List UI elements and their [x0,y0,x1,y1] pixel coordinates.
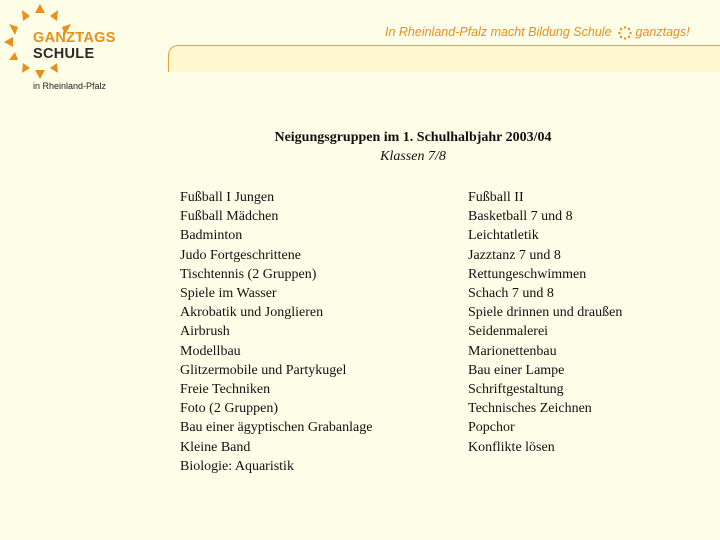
activity-item: Freie Techniken [180,382,271,398]
activity-item: Kleine Band [180,439,251,455]
activity-item: Marionettenbau [468,343,557,359]
activity-item: Fußball II [468,190,524,205]
header-slogan [385,25,690,40]
activity-item: Biologie: Aquaristik [180,458,294,474]
activity-item: Schriftgestaltung [468,382,564,398]
activity-item: Akrobatik und Jonglieren [180,305,324,321]
activity-item: Seidenmalerei [468,324,549,340]
activity-item: Spiele drinnen und draußen [468,305,623,321]
activity-item: Leichtatletik [468,228,539,244]
activity-item: Foto (2 Gruppen) [180,401,278,417]
activity-item: Popchor [468,420,515,436]
activity-item: Fußball Mädchen [180,209,279,225]
logo-text-schule: SCHULE [33,46,95,62]
activity-item: Technisches Zeichnen [468,401,592,417]
logo-text-ganztags: GANZTAGS [33,30,116,46]
activity-item: Konflikte lösen [468,439,555,455]
activity-item: Airbrush [180,324,230,340]
activity-item: Tischtennis (2 Gruppen) [180,266,317,282]
activity-item: Schach 7 und 8 [468,286,554,302]
activity-item: Bau einer Lampe [468,362,565,378]
activity-item: Modellbau [180,343,241,359]
activity-item: Basketball 7 und 8 [468,209,573,225]
document-subtitle: Klassen 7/8 [380,149,446,164]
activity-item: Badminton [180,228,243,244]
document-title: Neigungsgruppen im 1. Schulhalbjahr 2003/04 [274,130,552,145]
ganztagsschule-logo [0,0,130,100]
activity-item: Rettungeschwimmen [468,266,587,282]
right-column-list [468,188,622,457]
activity-item: Jazztanz 7 und 8 [468,247,561,263]
logo-text-region: in Rheinland-Pfalz [33,81,107,91]
activity-item: Fußball I Jungen [180,190,275,205]
slogan-end-text: ganztags! [635,25,690,39]
activity-item: Glitzermobile und Partykugel [180,362,347,378]
activity-item: Bau einer ägyptischen Grabanlage [180,420,373,436]
left-column-list [180,188,372,476]
activity-item: Spiele im Wasser [180,286,277,302]
activity-item: Judo Fortgeschrittene [180,247,301,263]
slogan-text: In Rheinland-Pfalz macht Bildung Schule [385,25,612,39]
header-bar [168,45,720,72]
sun-dots-icon [618,26,632,40]
